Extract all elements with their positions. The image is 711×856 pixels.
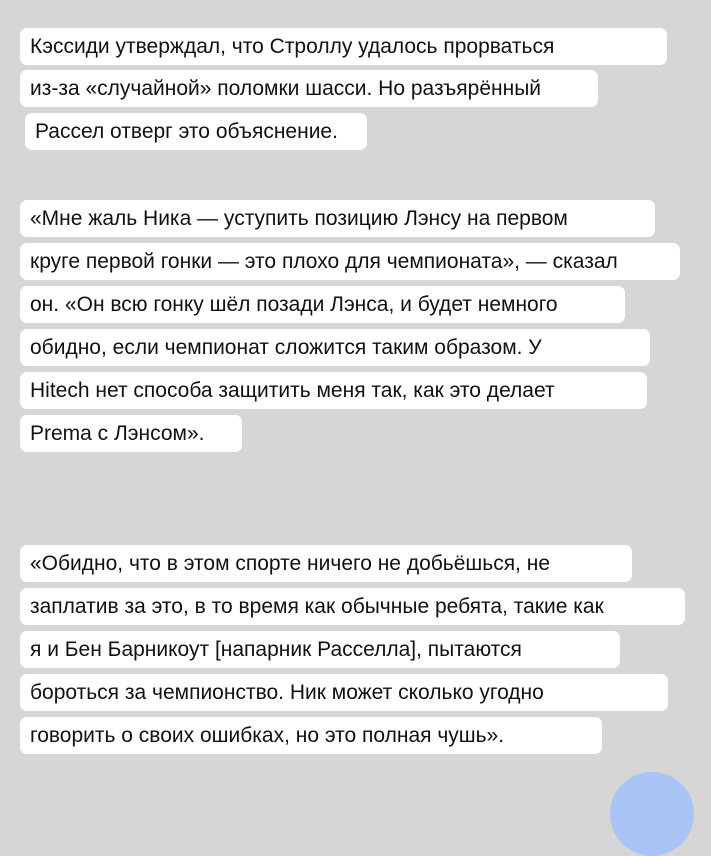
floating-action-button[interactable]	[610, 772, 694, 856]
paragraph-3-line-5: говорить о своих ошибках, но это полная чушь».	[20, 717, 602, 754]
paragraph-2-line-4: обидно, если чемпионат сложится таким образом. У	[20, 329, 650, 366]
paragraph-1-line-1: Кэссиди утверждал, что Строллу удалось прорваться	[20, 28, 667, 65]
paragraph-2-line-6: Prema с Лэнсом».	[20, 415, 242, 452]
paragraph-3-line-4: бороться за чемпионство. Ник может сколько угодно	[20, 674, 668, 711]
paragraph-3-line-1: «Обидно, что в этом спорте ничего не добьёшься, не	[20, 545, 632, 582]
paragraph-2-line-3: он. «Он всю гонку шёл позади Лэнса, и будет немного	[20, 286, 625, 323]
paragraph-2-line-2: круге первой гонки — это плохо для чемпионата», — сказал	[20, 243, 680, 280]
paragraph-3-line-2: заплатив за это, в то время как обычные ребята, такие как	[20, 588, 685, 625]
paragraph-3-line-3: я и Бен Барникоут [напарник Расселла], пытаются	[20, 631, 620, 668]
paragraph-1-line-3: Рассел отверг это объяснение.	[25, 113, 367, 150]
paragraph-2-line-1: «Мне жаль Ника — уступить позицию Лэнсу на первом	[20, 200, 655, 237]
paragraph-1-line-2: из-за «случайной» поломки шасси. Но разъярённый	[20, 70, 598, 107]
paragraph-2-line-5: Hitech нет способа защитить меня так, как это делает	[20, 372, 647, 409]
